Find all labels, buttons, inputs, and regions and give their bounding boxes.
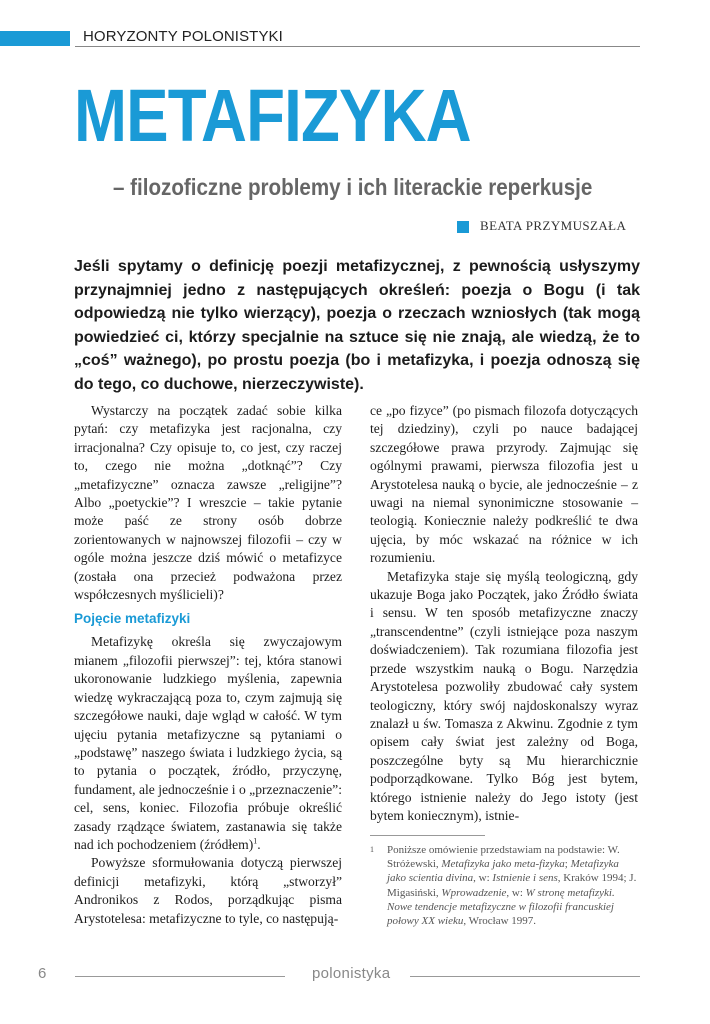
footnote-part: Poniższe omówienie przedstawiam na podstawie: W. Stróżewski, — [387, 844, 620, 871]
footnote-number: 1 — [370, 845, 374, 854]
footnote-part: , Kraków 1994; J. Migasiński, — [387, 872, 637, 899]
section-color-bar — [0, 31, 70, 46]
footnote — [370, 843, 638, 928]
body-paragraph: Powyższe sformułowania dotyczą pierwszej definicji metafizyki, którą „stworzył” Andronikos z Rodos, porządkując pisma Arystotelesa: metafizyczne to tyle, co następują- — [74, 855, 342, 926]
footer-divider-right — [410, 976, 640, 977]
header-divider — [75, 46, 640, 47]
footer-divider-left — [75, 976, 285, 977]
section-header: HORYZONTY POLONISTYKI — [83, 28, 283, 45]
footnote-part: , w: — [473, 872, 493, 885]
footnote-part: , w: — [506, 886, 526, 899]
footnote-work-title: Metafizyka jako meta-fizyka — [441, 858, 565, 871]
right-column — [370, 402, 638, 825]
footnote-part: , Wrocław 1997. — [463, 915, 537, 928]
author-name: BEATA PRZYMUSZAŁA — [480, 218, 627, 233]
left-column — [74, 402, 342, 928]
article-title: METAFIZYKA — [74, 74, 471, 157]
body-paragraph: ce „po fizyce” (po pismach filozofa dotyczących tej dziedziny), czyli po nauce badającej szczegółowe prawa przyrody. Zajmując się ogólnymi prawami, pierwsza filozofia jest u Arystotelesa nauką o bycie, ale jednocześnie – z uwagi na niemal synonimiczne stosowanie – teologią. Koniecznie należy podkreślić te dwa ujęcia, by móc wskazać na różnice w ich rozumieniu. — [370, 403, 638, 566]
footnote-part: ; — [564, 858, 571, 871]
footnote-text — [387, 843, 638, 928]
paragraph-end: . — [257, 836, 261, 852]
body-paragraph: Wystarczy na początek zadać sobie kilka pytań: czy metafizyka jest racjonalna, czy irracjonalna? Czy opisuje to, co jest, czy raczej to, czego nie można „dotknąć”? Czy „metafizyczne” oznacza zawsze „religijne”? Albo „poetyckie”? I wreszcie – takie pytanie może paść ze strony osób dobrze zorientowanych w najnowszej filozofii – czy w ogóle można jeszcze dziś mówić o metafizyce (została ona przecież podważona przez współczesnych myślicieli)? — [74, 403, 342, 603]
section-heading: Pojęcie metafizyki — [74, 611, 191, 627]
body-paragraph: Metafizyka staje się myślą teologiczną, gdy ukazuje Boga jako Początek, jako Źródło świata i sensu. W ten sposób metafizyczne znaczy „transcendentne” (czyli istniejące poza naszym doświadczeniem). Tak rozumiana filozofia jest przede wszystkim nauką o Bogu. Narzędzia Arystotelesa pozwoliły zbudować cały system teologiczny, który swój najdoskonalszy wyraz znalazł u św. Tomasza z Akwinu. Zgodnie z tym opisem cały świat jest zależny od Boga, poszczególne byty są Mu hierarchicznie podporządkowane. Tylko Bóg jest bytem, którego istnienie należy do Jego istoty (jest bytem koniecznym), istnie- — [370, 568, 638, 823]
paragraph-text: Metafizykę określa się zwyczajowym mianem „filozofii pierwszej”: tej, która stanowi ukoronowanie ludzkiego myślenia, zapewnia wiedzę wykraczającą poza to, czym zajmują się szczegółowe nauki, daje wgląd w całość. W tym ujęciu pytania metafizyczne są pytaniami o „podstawę” naszego świata i ludzkiego życia, są to pytania o początek, źródło, przyczynę, fundament, ale jednocześnie i o „przeznaczenie”: cel, sens, koniec. Filozofia próbuje określić zasady rządzące światem, zastanawia się także nad ich pochodzeniem (źródłem) — [74, 634, 342, 852]
footnote-reference[interactable]: 1 — [253, 836, 258, 846]
page-number: 6 — [38, 965, 47, 982]
footnote-divider — [370, 835, 485, 836]
body-paragraph — [74, 633, 342, 854]
lead-paragraph: Jeśli spytamy o definicję poezji metafizycznej, z pewnością usłyszymy przynajmniej jedno z następujących określeń: poezja o Bogu (i tak odpowiedzą nie tylko wierzący), poezja o rzeczach wzniosłych (tak mogą powiedzieć ci, którzy specjalnie na sztuce się nie znają, ale wiedzą, że to „coś” ważnego), po prostu poezja (bo i metafizyka, i poezja odnoszą się do tego, co duchowe, nierzeczywiste). — [74, 258, 640, 393]
footnote-work-title: Metafizyka jako scientia divina — [387, 858, 619, 885]
footnote-work-title: Wprowadzenie — [441, 886, 507, 899]
footer-magazine-name: polonistyka — [312, 965, 391, 982]
footnote-work-title: W stronę metafizyki. Nowe tendencje metafizyczne w filozofii francuskiej połowy XX wieku — [387, 886, 615, 928]
article-subtitle: – filozoficzne problemy i ich literackie reperkusje — [113, 174, 593, 200]
author-square-icon — [457, 221, 469, 233]
footnote-work-title: Istnienie i sens — [492, 872, 558, 885]
